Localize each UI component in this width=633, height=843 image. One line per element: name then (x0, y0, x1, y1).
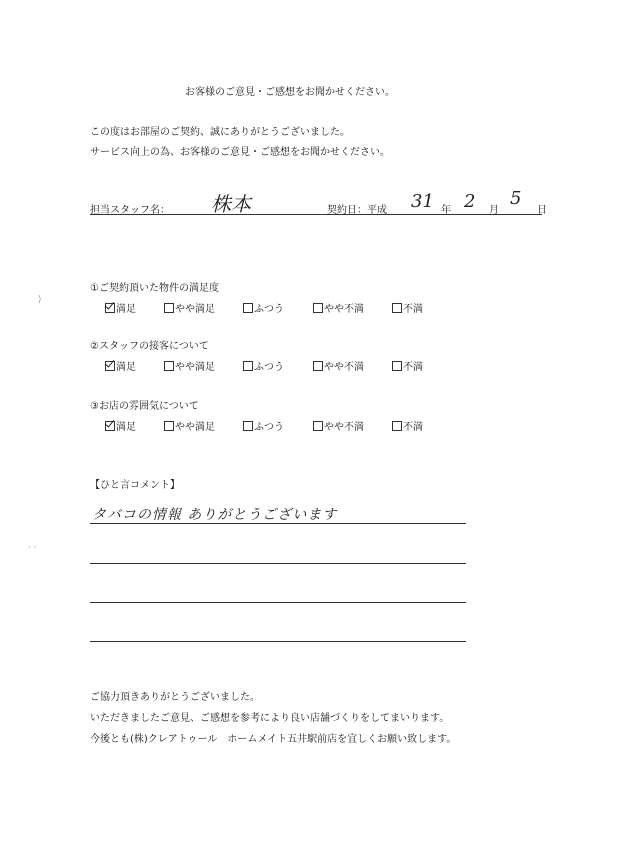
contract-year: 31 (411, 191, 434, 212)
comment-line (90, 523, 466, 524)
checkbox[interactable] (392, 421, 402, 431)
comment-heading: 【ひと言コメント】 (90, 480, 180, 491)
rating-option[interactable] (105, 358, 136, 373)
rating-option[interactable] (243, 418, 284, 433)
rating-option[interactable] (313, 418, 364, 433)
checkbox[interactable] (313, 421, 323, 431)
checked-checkbox[interactable] (105, 303, 115, 313)
rating-option[interactable] (392, 358, 423, 373)
contract-day: 5 (510, 188, 522, 209)
rating-option[interactable] (105, 418, 136, 433)
intro-line-1: この度はお部屋のご契約、誠にありがとうございました。 (90, 127, 350, 138)
rating-option[interactable] (164, 300, 215, 315)
contract-year-unit: 年 (441, 205, 451, 216)
staff-date-underline (90, 214, 542, 215)
rating-option-label: 不満 (403, 362, 423, 373)
rating-option[interactable] (164, 358, 215, 373)
rating-option[interactable] (313, 300, 364, 315)
comment-line (90, 563, 466, 564)
checkbox[interactable] (392, 303, 402, 313)
question-label: ②スタッフの接客について (90, 341, 209, 352)
rating-option-label: やや満足 (175, 304, 215, 315)
comment-text: タバコの情報 ありがとうございます (92, 507, 338, 523)
checkbox[interactable] (243, 361, 253, 371)
scan-mark: · · (28, 543, 37, 553)
checked-checkbox[interactable] (105, 361, 115, 371)
staff-label: 担当スタッフ名： (90, 205, 170, 216)
survey-title: お客様のご意見・ご感想をお聞かせください。 (185, 87, 395, 98)
rating-option-label: 満足 (116, 362, 136, 373)
comment-line (90, 602, 466, 603)
rating-option-label: やや不満 (324, 362, 364, 373)
comment-line (90, 641, 466, 642)
checkbox[interactable] (243, 421, 253, 431)
rating-option-label: ふつう (254, 362, 284, 373)
rating-option[interactable] (243, 300, 284, 315)
rating-option-label: やや不満 (324, 422, 364, 433)
rating-option-label: 満足 (116, 304, 136, 315)
checkbox[interactable] (313, 303, 323, 313)
contract-date-label: 契約日：平成 (327, 205, 387, 216)
checkbox[interactable] (243, 303, 253, 313)
checkbox[interactable] (164, 421, 174, 431)
rating-option-label: やや満足 (175, 362, 215, 373)
checkbox[interactable] (392, 361, 402, 371)
rating-option-label: ふつう (254, 422, 284, 433)
rating-option[interactable] (243, 358, 284, 373)
rating-option-label: ふつう (254, 304, 284, 315)
rating-option[interactable] (164, 418, 215, 433)
rating-option[interactable] (313, 358, 364, 373)
checkbox[interactable] (313, 361, 323, 371)
checked-checkbox[interactable] (105, 421, 115, 431)
checkbox[interactable] (164, 303, 174, 313)
rating-option-label: 不満 (403, 304, 423, 315)
closing-line-3: 今後とも(株)クレアトゥール ホームメイト五井駅前店を宜しくお願い致します。 (90, 734, 457, 745)
question-label: ①ご契約頂いた物件の満足度 (90, 283, 219, 294)
rating-option[interactable] (392, 300, 423, 315)
checkbox[interactable] (164, 361, 174, 371)
rating-option-label: 不満 (403, 422, 423, 433)
closing-line-2: いただきましたご意見、ご感想を参考により良い店舗づくりをしてまいります。 (90, 713, 450, 724)
rating-option[interactable] (392, 418, 423, 433)
contract-month: 2 (464, 191, 476, 212)
rating-option-label: やや満足 (175, 422, 215, 433)
intro-line-2: サービス向上の為、お客様のご意見・ご感想をお聞かせください。 (90, 147, 390, 158)
contract-day-unit: 日 (537, 205, 547, 216)
contract-month-unit: 月 (489, 205, 499, 216)
rating-option-label: やや不満 (324, 304, 364, 315)
rating-option[interactable] (105, 300, 136, 315)
closing-line-1: ご協力頂きありがとうございました。 (90, 692, 260, 703)
rating-option-label: 満足 (116, 422, 136, 433)
question-label: ③お店の雰囲気について (90, 401, 199, 412)
staff-name: 株本 (211, 192, 251, 216)
scan-mark: ⟩ (38, 295, 42, 305)
